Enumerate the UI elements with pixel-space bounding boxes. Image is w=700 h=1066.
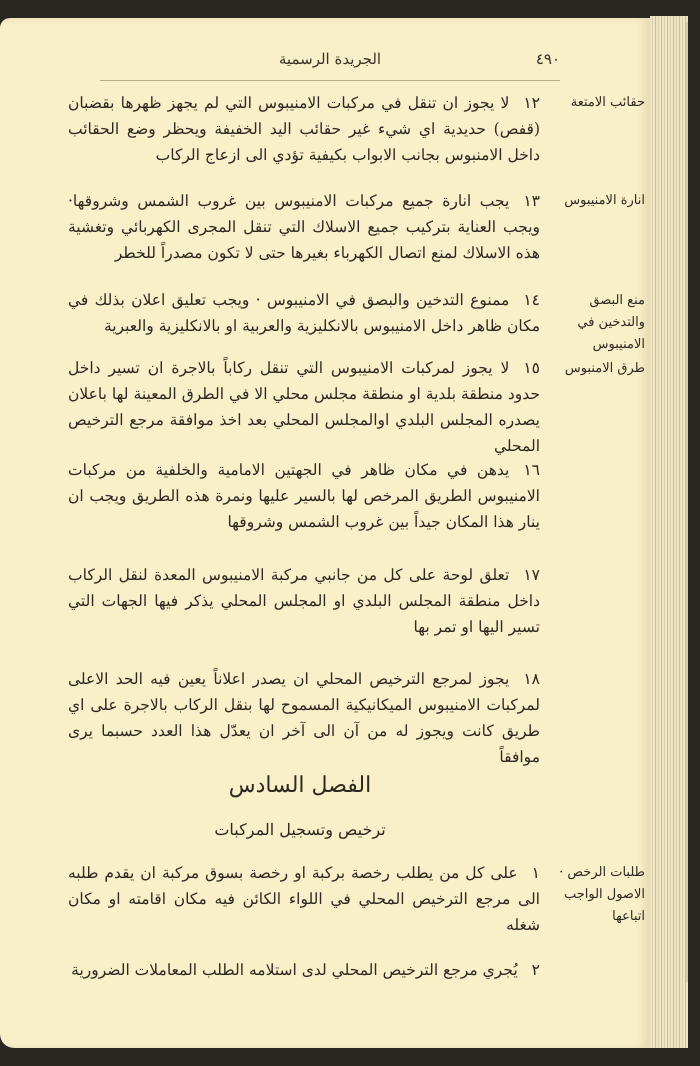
article-12 [68,90,540,168]
chapter-article-1 [68,860,540,938]
article-number: ١٤ [523,291,540,309]
margin-note-ch-1: طلبات الرخص · الاصول الواجب اتباعها [559,865,645,924]
article-number: ١ [531,864,540,882]
article-number: ٢ [531,961,540,979]
page-number: ٤٩٠ [535,50,560,68]
article-16 [68,457,540,535]
article-17 [68,562,540,640]
margin-note-13: انارة الامنيبوس [564,193,645,208]
article-text: يجب انارة جميع مركبات الامنيبوس بين غروب الشمس وشروقها· ويجب العناية بتركيب جميع الاسلاك التي تنقل المجرى الكهربائي وتغشية هذه الاسلاك لمنع اتصال الكهرباء بغيرها حتى لا تكون مصدراً للخطر [68,192,540,262]
chapter-subtitle: ترخيص وتسجيل المركبات [214,820,386,839]
chapter-title: الفصل السادس [228,773,372,798]
background-edge [688,20,700,1050]
margin-note-15: طرق الامنبوس [564,361,645,376]
page-header [100,50,560,74]
article-number: ١٧ [523,566,540,584]
article-number: ١٣ [523,192,540,210]
margin-note-12: حقائب الامتعة [570,95,645,110]
article-number: ١٥ [523,359,540,377]
article-text: يدهن في مكان ظاهر في الجهتين الامامية والخلفية من مركبات الامنيبوس الطريق المرخص لها بالسير عليها ونمرة هذه الطريق ويجب ان ينار هذا المكان جيداً بين غروب الشمس وشروقها [68,461,540,531]
page-edges [650,16,688,1048]
article-18 [68,666,540,770]
article-number: ١٨ [523,670,540,688]
article-text: على كل من يطلب رخصة بركبة او رخصة بسوق مركبة ان يقدم طلبه الى مرجع الترخيص المحلي في اللواء الكائن فيه مكان اقامته او مكان شغله [68,864,540,934]
article-text: لا يجوز لمركبات الامنيبوس التي تنقل ركاباً بالاجرة ان تسير داخل حدود منطقة بلدية او منطقة مجلس محلي الا في الطرق المعينة لها باعلان يصدره المجلس البلدي اوالمجلس المحلي بعد اخذ موافقة مرجع الترخيص المحلي [68,359,540,455]
header-rule [100,80,560,81]
article-text: تعلق لوحة على كل من جانبي مركبة الامنيبوس المعدة لنقل الركاب داخل منطقة المجلس البلدي او المجلس المحلي يذكر فيها الجهات التي تسير اليها او تمر بها [68,566,540,636]
article-15 [68,355,540,459]
margin-note-14: منع البصق والتدخين في الامنيبوس [577,293,645,352]
article-13 [68,188,540,266]
chapter-article-2 [68,957,540,983]
article-14 [68,287,540,339]
article-text: لا يجوز ان تنقل في مركبات الامنيبوس التي لم يجهز ظهرها بقضبان (قفص) حديدية اي شيء غير حقائب اليد الخفيفة ويحظر وضع الحقائب داخل الامنبوس بجانب الابواب بكيفية تؤدي الى ازعاج الركاب [68,94,540,164]
article-number: ١٢ [523,94,540,112]
article-text: ممنوع التدخين والبصق في الامنيبوس · ويجب تعليق اعلان بذلك في مكان ظاهر داخل الامنيبوس بالانكليزية والعربية او بالانكليزية والعبرية [68,291,540,335]
article-text: يُجري مرجع الترخيص المحلي لدى استلامه الطلب المعاملات الضرورية [71,961,518,979]
running-title: الجريدة الرسمية [278,50,382,68]
article-number: ١٦ [523,461,540,479]
article-text: يجوز لمرجع الترخيص المحلي ان يصدر اعلاناً يعين فيه الحد الاعلى لمركبات الامنيبوس الميكانيكية المسموح لها بنقل الركاب بالاجرة على اي طريق كانت ويجوز له من آن الى آخر ان يعدّل هذا العدد حسبما يرى موافقاً [68,670,540,766]
